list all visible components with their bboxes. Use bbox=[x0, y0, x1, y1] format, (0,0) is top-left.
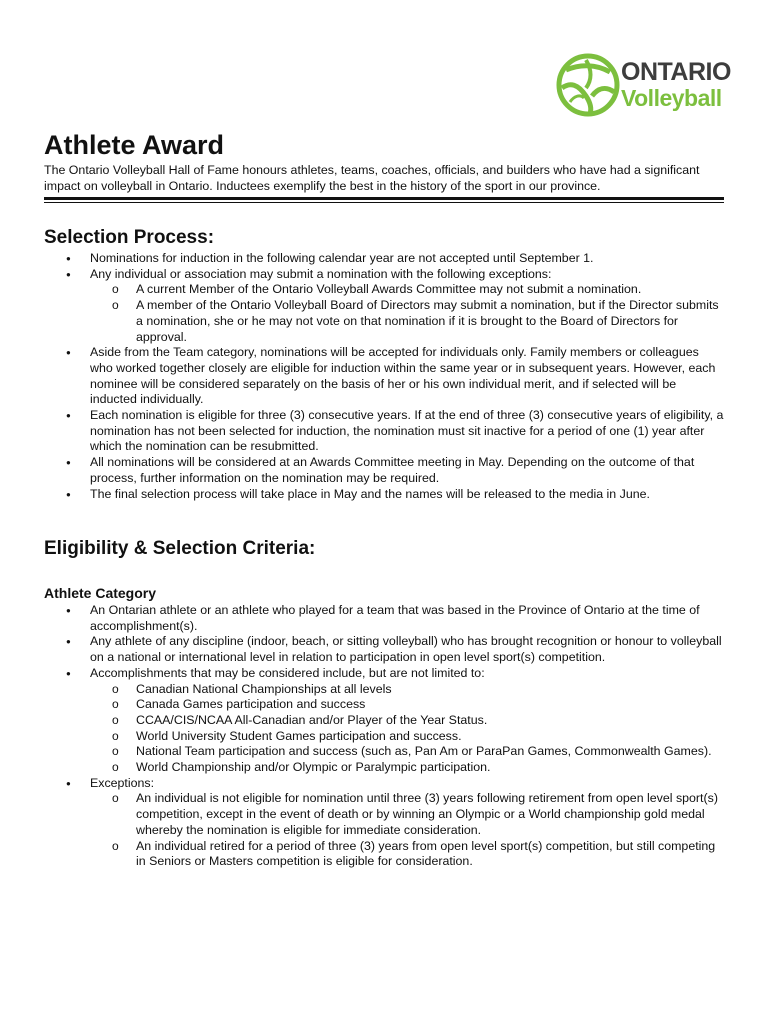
list-item: ● Aside from the Team category, nominations will be accepted for individuals only. Family members or colleagues who worked together closely are eligible for induction within the same year or in subsequent years. However, each nominee will be considered separately on the basis of her or his own individual merit, and if selected will be inducted individually. bbox=[44, 345, 724, 408]
list-item: ● The final selection process will take place in May and the names will be released to the media in June. bbox=[44, 487, 724, 503]
sub-list-item: o A current Member of the Ontario Volleyball Awards Committee may not submit a nomination. bbox=[90, 282, 724, 298]
list-item: ● Any athlete of any discipline (indoor, beach, or sitting volleyball) who has brought recognition or honour to volleyball on a national or international level in relation to participation in open level sport(s) competition. bbox=[44, 634, 724, 665]
list-item: ● An Ontarian athlete or an athlete who played for a team that was based in the Province of Ontario at the time of accomplishment(s). bbox=[44, 603, 724, 634]
sub-list-item: o Canadian National Championships at all levels bbox=[90, 682, 724, 698]
sub-list-item: o A member of the Ontario Volleyball Board of Directors may submit a nomination, but if the Director submits a nomination, she or he may not vote on that nomination if it is brought to the Board of Directors for approval. bbox=[90, 298, 724, 345]
sub-list-item: o National Team participation and success (such as, Pan Am or ParaPan Games, Commonwealth Games). bbox=[90, 744, 724, 760]
sub-list bbox=[90, 682, 724, 776]
eligibility-heading: Eligibility & Selection Criteria: bbox=[44, 538, 316, 559]
list-item: ● Exceptions: o An individual is not eligible for nomination until three (3) years following retirement from open level sport(s) competition, except in the event of death or by winning an Olympic or a World championship gold medal whereby the nomination is eligible for immediate consideration. o An individual retired for a period of three (3) years from open level sport(s) competition, but still competing in Seniors or Masters competition is eligible for consideration. bbox=[44, 776, 724, 870]
list-item: ● Accomplishments that may be considered include, but are not limited to: o Canadian National Championships at all levels o Canada Games participation and success o CCAA/CIS/NCAA All-Canadian and/or Player of the Year Status. o World University Student Games participation and success. o National Team participation and success (such as, Pan Am or ParaPan Games, Commonwealth Games). o World Championship and/or Olympic or Paralympic participation. bbox=[44, 666, 724, 776]
sub-list-item: o Canada Games participation and success bbox=[90, 697, 724, 713]
ontario-volleyball-logo bbox=[552, 50, 731, 122]
athlete-category-heading: Athlete Category bbox=[44, 585, 157, 601]
list-item: ● All nominations will be considered at an Awards Committee meeting in May. Depending on the outcome of that process, further information on the nomination may be required. bbox=[44, 455, 724, 486]
sub-list bbox=[90, 282, 724, 345]
sub-list-item: o An individual is not eligible for nomination until three (3) years following retirement from open level sport(s) competition, except in the event of death or by winning an Olympic or a World championship gold medal whereby the nomination is eligible for immediate consideration. bbox=[90, 791, 724, 838]
sub-list bbox=[90, 791, 724, 870]
logo-word-volleyball: Volleyball bbox=[621, 85, 722, 111]
sub-list-item: o World Championship and/or Olympic or Paralympic participation. bbox=[90, 760, 724, 776]
logo-word-ontario: ONTARIO bbox=[621, 58, 731, 86]
sub-list-item: o An individual retired for a period of three (3) years from open level sport(s) competition, but still competing in Seniors or Masters competition is eligible for consideration. bbox=[90, 839, 724, 870]
volleyball-icon bbox=[556, 52, 620, 118]
list-item: ● Each nomination is eligible for three (3) consecutive years. If at the end of three (3) consecutive years of eligibility, a nomination has not been selected for induction, the nomination must sit inactive for a period of one (1) year after which the nomination can be resubmitted. bbox=[44, 408, 724, 455]
selection-process-list bbox=[44, 251, 724, 502]
page-title: Athlete Award bbox=[44, 130, 225, 160]
list-item: ● Any individual or association may submit a nomination with the following exceptions: o A current Member of the Ontario Volleyball Awards Committee may not submit a nomination. o A member of the Ontario Volleyball Board of Directors may submit a nomination, but if the Director submits a nomination, she or he may not vote on that nomination if it is brought to the Board of Directors for approval. bbox=[44, 267, 724, 346]
selection-process-heading: Selection Process: bbox=[44, 227, 215, 248]
sub-list-item: o CCAA/CIS/NCAA All-Canadian and/or Player of the Year Status. bbox=[90, 713, 724, 729]
intro-paragraph: The Ontario Volleyball Hall of Fame honours athletes, teams, coaches, officials, and builders who have had a significant impact on volleyball in Ontario. Inductees exemplify the best in the history of the sport in our province. bbox=[44, 163, 700, 193]
list-item: ● Nominations for induction in the following calendar year are not accepted until September 1. bbox=[44, 251, 724, 267]
eligibility-list bbox=[44, 603, 724, 870]
divider-thin bbox=[44, 202, 724, 203]
sub-list-item: o World University Student Games participation and success. bbox=[90, 729, 724, 745]
divider-thick bbox=[44, 197, 724, 200]
